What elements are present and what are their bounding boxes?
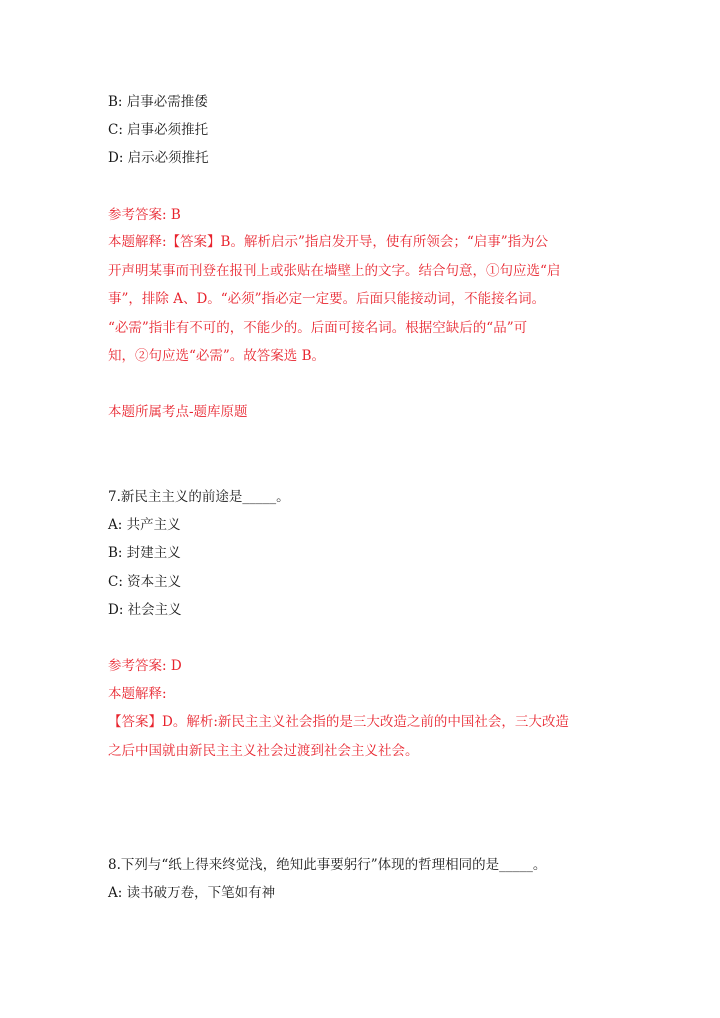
q6-explanation <box>108 228 616 371</box>
q7-explanation-line: 【答案】D。解析:新民主主义社会指的是三大改造之前的中国社会，三大改造 <box>108 714 569 730</box>
q6-explanation-line: 本题解释:【答案】B。解析启示”指启发开导，使有所领会；“启事”指为公 <box>108 234 549 250</box>
q7-option-a: A: 共产主义 <box>108 517 181 533</box>
q7-explanation-line: 之后中国就由新民主主义社会过渡到社会主义社会。 <box>108 742 419 759</box>
q8-option-a: A: 读书破万卷，下笔如有神 <box>108 885 276 901</box>
q6-explanation-line: 知，②句应选“必需”。故答案选 B。 <box>108 348 326 364</box>
q7-question: 7.新民主主义的前途是_____。 <box>108 489 290 505</box>
q6-option-c: C: 启事必须推托 <box>108 122 209 138</box>
q7-explanation-label: 本题解释: <box>108 686 167 702</box>
q7-option-b: B: 封建主义 <box>108 545 181 561</box>
q6-option-b: B: 启事必需推倭 <box>108 94 208 110</box>
q6-explanation-line: 开声明某事而刊登在报刊上或张贴在墙壁上的文字。结合句意，①句应选“启 <box>108 262 561 279</box>
q7-answer: 参考答案: D <box>108 658 182 674</box>
q8-question: 8.下列与“纸上得来终觉浅，绝知此事要躬行”体现的哲理相同的是_____。 <box>108 857 547 873</box>
q7-option-c: C: 资本主义 <box>108 574 182 590</box>
q6-answer: 参考答案: B <box>108 207 181 223</box>
q7-option-d: D: 社会主义 <box>108 602 182 618</box>
q6-source: 本题所属考点-题库原题 <box>108 404 248 420</box>
q7-explanation <box>108 708 616 765</box>
q6-explanation-line: 事”，排除 A、D。“必须”指必定一定要。后面只能接动词，不能接名词。 <box>108 291 546 307</box>
q6-explanation-line: “必需”指非有不可的，不能少的。后面可接名词。根据空缺后的“品”可 <box>108 319 528 336</box>
q6-option-d: D: 启示必须推托 <box>108 150 209 166</box>
